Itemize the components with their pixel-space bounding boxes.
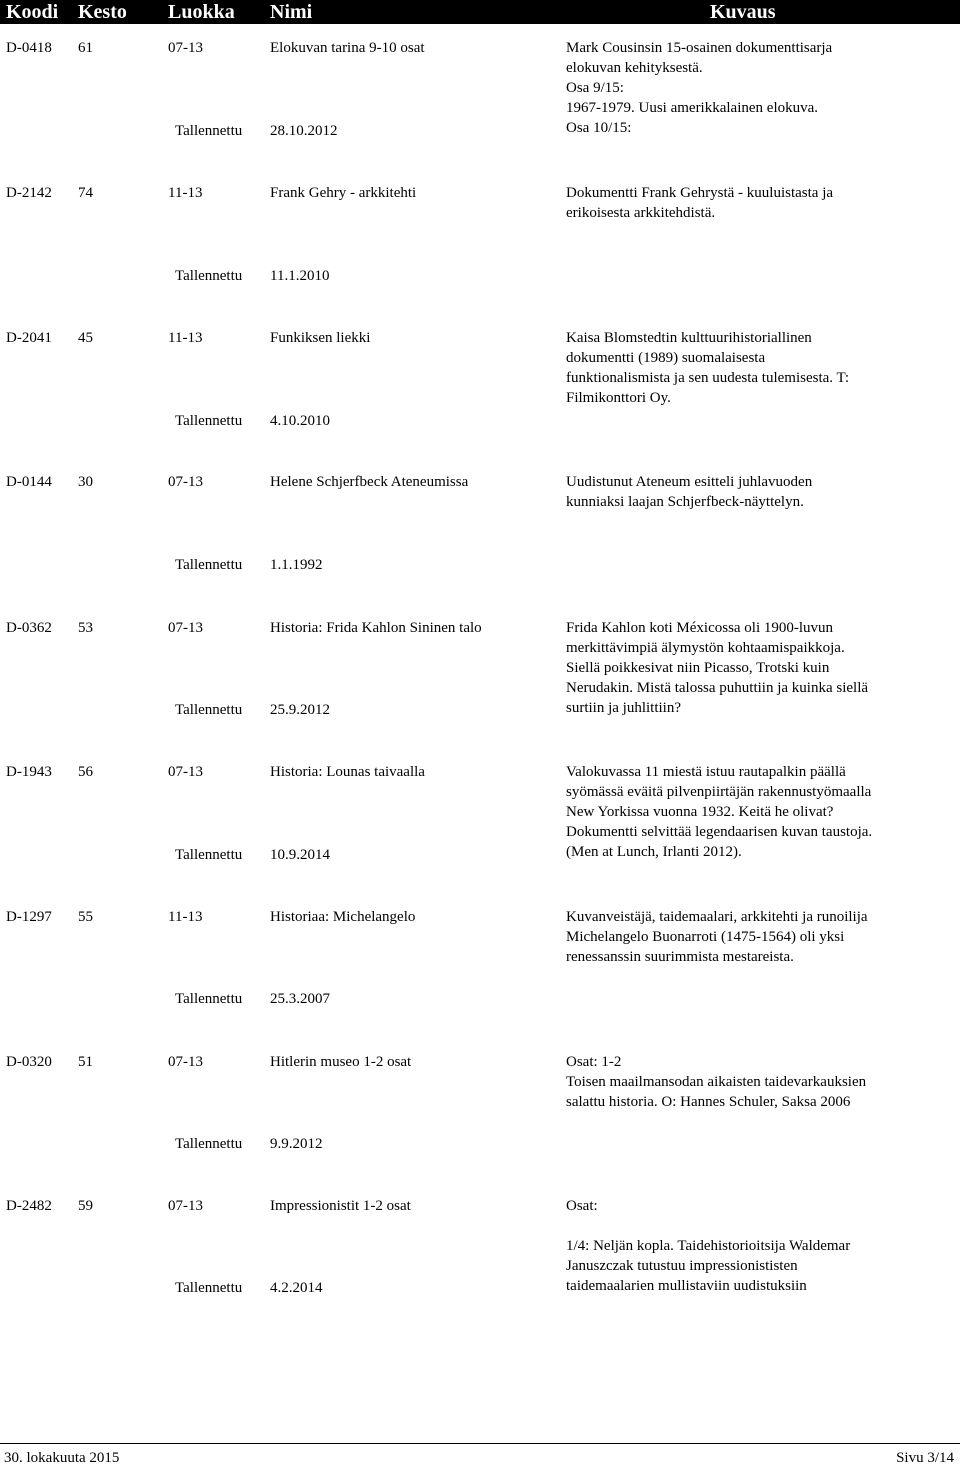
record-length: 74 [78, 185, 93, 201]
record-row [0, 762, 960, 892]
description-line: 1/4: Neljän kopla. Taidehistorioitsija Waldemar [566, 1238, 851, 1254]
header-length: Kesto [78, 1, 127, 23]
record-row [0, 1196, 960, 1326]
record-description [566, 1052, 958, 1112]
record-recorded-date: 28.10.2012 [270, 123, 338, 139]
description-line: Osat: 1-2 [566, 1054, 622, 1070]
record-recorded-date: 4.10.2010 [270, 413, 330, 429]
footer-page-number: Sivu 3/14 [896, 1450, 954, 1466]
record-description [566, 907, 958, 967]
record-length: 55 [78, 909, 93, 925]
record-code: D-2142 [6, 185, 52, 201]
record-row [0, 183, 960, 313]
description-line: Valokuvassa 11 miestä istuu rautapalkin päällä [566, 764, 846, 780]
record-description [566, 328, 958, 408]
record-description [566, 1196, 958, 1296]
description-line: Januszczak tutustuu impressionististen [566, 1258, 798, 1274]
description-line: merkittävimpiä älymystön kohtaamispaikkoja. [566, 640, 845, 656]
description-line: Uudistunut Ateneum esitteli juhlavuoden [566, 474, 813, 490]
record-recorded-label: Tallennettu [175, 1136, 243, 1152]
record-recorded-date: 11.1.2010 [270, 268, 330, 284]
record-code: D-2041 [6, 330, 52, 346]
record-description [566, 618, 958, 718]
description-line: surtiin ja juhlittiin? [566, 700, 681, 716]
description-line: (Men at Lunch, Irlanti 2012). [566, 844, 742, 860]
record-recorded-date: 10.9.2014 [270, 847, 330, 863]
record-row [0, 1052, 960, 1182]
record-code: D-0418 [6, 40, 52, 56]
description-line: Dokumentti selvittää legendaarisen kuvan taustoja. [566, 824, 873, 840]
record-row [0, 907, 960, 1037]
record-code: D-0144 [6, 474, 52, 490]
record-recorded-label: Tallennettu [175, 557, 243, 573]
record-name: Impressionistit 1-2 osat [270, 1198, 411, 1214]
record-code: D-0362 [6, 620, 52, 636]
record-class: 07-13 [168, 474, 203, 490]
record-class: 07-13 [168, 1054, 203, 1070]
description-line: Osat: [566, 1198, 598, 1214]
record-recorded-date: 9.9.2012 [270, 1136, 323, 1152]
description-line: Michelangelo Buonarroti (1475-1564) oli yksi [566, 929, 845, 945]
record-recorded-label: Tallennettu [175, 847, 243, 863]
record-name: Frank Gehry - arkkitehti [270, 185, 417, 201]
description-line: Mark Cousinsin 15-osainen dokumenttisarja [566, 40, 833, 56]
header-code: Koodi [6, 1, 59, 23]
description-line: Filmikonttori Oy. [566, 390, 671, 406]
description-line: dokumentti (1989) suomalaisesta [566, 350, 766, 366]
record-class: 11-13 [168, 185, 203, 201]
record-row [0, 618, 960, 748]
header-class: Luokka [168, 1, 235, 23]
record-recorded-date: 4.2.2014 [270, 1280, 323, 1296]
description-line [566, 1216, 958, 1236]
record-class: 07-13 [168, 764, 203, 780]
record-class: 07-13 [168, 620, 203, 636]
description-line: funktionalismista ja sen uudesta tulemisesta. T: [566, 370, 850, 386]
record-name: Funkiksen liekki [270, 330, 371, 346]
record-code: D-2482 [6, 1198, 52, 1214]
description-line: Toisen maailmansodan aikaisten taidevarkauksien [566, 1074, 867, 1090]
record-length: 45 [78, 330, 93, 346]
description-line: renessanssin suurimmista mestareista. [566, 949, 794, 965]
record-class: 11-13 [168, 330, 203, 346]
description-line: Nerudakin. Mistä talossa puhuttiin ja kuinka siellä [566, 680, 869, 696]
record-length: 30 [78, 474, 93, 490]
record-code: D-0320 [6, 1054, 52, 1070]
page-footer [0, 1443, 960, 1468]
record-recorded-label: Tallennettu [175, 1280, 243, 1296]
record-recorded-label: Tallennettu [175, 702, 243, 718]
description-line: Kuvanveistäjä, taidemaalari, arkkitehti ja runoilija [566, 909, 868, 925]
record-description [566, 38, 958, 138]
description-line: Dokumentti Frank Gehrystä - kuuluistasta ja [566, 185, 834, 201]
description-line: Osa 10/15: [566, 120, 632, 136]
record-name: Historia: Lounas taivaalla [270, 764, 425, 780]
record-recorded-label: Tallennettu [175, 413, 243, 429]
record-name: Elokuvan tarina 9-10 osat [270, 40, 425, 56]
record-length: 59 [78, 1198, 93, 1214]
record-row [0, 38, 960, 168]
record-code: D-1943 [6, 764, 52, 780]
record-length: 56 [78, 764, 93, 780]
record-length: 61 [78, 40, 93, 56]
description-line: erikoisesta arkkitehdistä. [566, 205, 716, 221]
record-recorded-label: Tallennettu [175, 123, 243, 139]
record-class: 07-13 [168, 40, 203, 56]
record-code: D-1297 [6, 909, 52, 925]
record-name: Historia: Frida Kahlon Sininen talo [270, 620, 482, 636]
description-line: Siellä poikkesivat niin Picasso, Trotski kuin [566, 660, 830, 676]
description-line: syömässä eväitä pilvenpiirtäjän rakennustyömaalla [566, 784, 872, 800]
description-line: Frida Kahlon koti Méxicossa oli 1900-luvun [566, 620, 834, 636]
description-line: elokuvan kehityksestä. [566, 60, 703, 76]
description-line: Kaisa Blomstedtin kulttuurihistoriallinen [566, 330, 812, 346]
description-line: kunniaksi laajan Schjerfbeck-näyttelyn. [566, 494, 804, 510]
record-description [566, 762, 958, 862]
record-length: 53 [78, 620, 93, 636]
record-name: Historiaa: Michelangelo [270, 909, 416, 925]
record-recorded-date: 25.3.2007 [270, 991, 330, 1007]
record-name: Hitlerin museo 1-2 osat [270, 1054, 412, 1070]
description-line: Osa 9/15: [566, 80, 624, 96]
header-description: Kuvaus [710, 1, 776, 23]
record-recorded-label: Tallennettu [175, 991, 243, 1007]
footer-date: 30. lokakuuta 2015 [4, 1450, 120, 1466]
description-line: salattu historia. O: Hannes Schuler, Saksa 2006 [566, 1094, 851, 1110]
record-row [0, 328, 960, 458]
description-line: 1967-1979. Uusi amerikkalainen elokuva. [566, 100, 819, 116]
record-description [566, 472, 958, 512]
header-name: Nimi [270, 1, 313, 23]
record-recorded-label: Tallennettu [175, 268, 243, 284]
record-row [0, 472, 960, 602]
record-class: 07-13 [168, 1198, 203, 1214]
description-line: New Yorkissa vuonna 1932. Keitä he olivat? [566, 804, 834, 820]
record-recorded-date: 1.1.1992 [270, 557, 323, 573]
record-class: 11-13 [168, 909, 203, 925]
description-line: taidemaalarien mullistaviin uudistuksiin [566, 1278, 807, 1294]
record-name: Helene Schjerfbeck Ateneumissa [270, 474, 469, 490]
record-length: 51 [78, 1054, 93, 1070]
record-recorded-date: 25.9.2012 [270, 702, 330, 718]
record-description [566, 183, 958, 223]
